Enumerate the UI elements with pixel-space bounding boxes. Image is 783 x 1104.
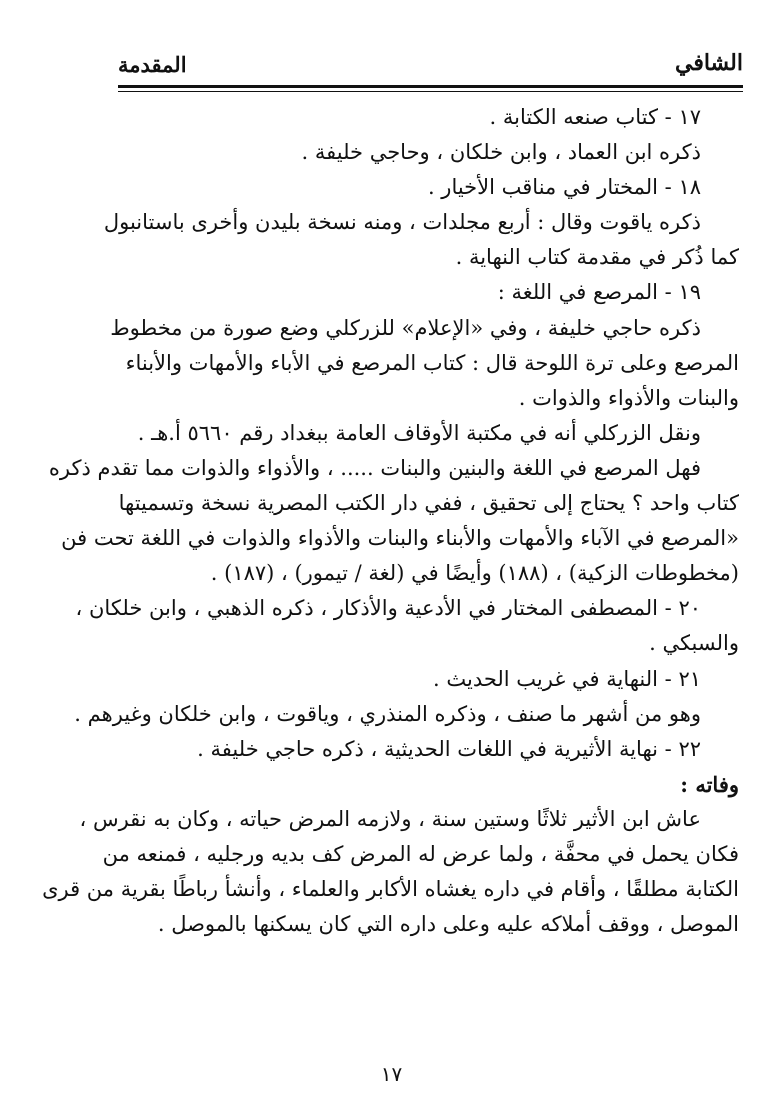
text-line: فكان يحمل في محفَّة ، ولما عرض له المرض كف بديه ورجليه ، فمنعه من [102, 841, 739, 866]
book-title: الشافي [675, 50, 743, 76]
page-number: ١٧ [380, 1062, 403, 1086]
text-line: فهل المرصع في اللغة والبنين والبنات ..... ، والأذواء والذوات مما تقدم ذكره [48, 455, 701, 480]
body-text [42, 100, 739, 1044]
text-line: ٢٠ - المصطفى المختار في الأدعية والأذكار ، ذكره الذهبي ، وابن خلكان ، [75, 596, 701, 621]
page-header [118, 44, 743, 88]
section-heading: وفاته : [680, 771, 739, 797]
text-line: (مخطوطات الزكية) ، (١٨٨) وأيضًا في (لغة / تيمور) ، (١٨٧) . [210, 561, 739, 586]
text-line: المرصع وعلى ترة اللوحة قال : كتاب المرصع في الأباء والأمهات والأبناء [125, 350, 739, 375]
text-line: والبنات والأذواء والذوات . [518, 385, 739, 410]
text-line: ١٩ - المرصع في اللغة : [497, 280, 701, 305]
text-line: ذكره ياقوت وقال : أربع مجلدات ، ومنه نسخة بليدن وأخرى باستانبول [103, 210, 701, 235]
text-line: عاش ابن الأثير ثلاثًا وستين سنة ، ولازمه المرض حياته ، وكان به نقرس ، [79, 806, 701, 831]
text-line: ٢١ - النهاية في غريب الحديث . [433, 666, 701, 691]
text-line: الموصل ، ووقف أملاكه عليه وعلى داره التي كان يسكنها بالموصل . [157, 912, 739, 937]
text-line: كما ذُكر في مقدمة كتاب النهاية . [455, 245, 739, 270]
text-line: ١٨ - المختار في مناقب الأخيار . [427, 175, 701, 200]
text-line: كتاب واحد ؟ يحتاج إلى تحقيق ، ففي دار الكتب المصرية نسخة وتسميتها [118, 491, 739, 516]
text-line: ١٧ - كتاب صنعه الكتابة . [489, 105, 701, 129]
text-line: ٢٢ - نهاية الأثيرية في اللغات الحديثية ، ذكره حاجي خليفة . [197, 736, 701, 761]
section-title: المقدمة [118, 52, 187, 77]
text-line: وهو من أشهر ما صنف ، وذكره المنذري ، وياقوت ، وابن خلكان وغيرهم . [74, 701, 701, 726]
text-line: والسبكي . [649, 631, 739, 656]
text-line: ذكره حاجي خليفة ، وفي «الإعلام» للزركلي وضع صورة من مخطوط [110, 315, 701, 340]
header-rule-thin [118, 91, 743, 92]
text-line: ذكره ابن العماد ، وابن خلكان ، وحاجي خليفة . [301, 140, 701, 165]
text-line: «المرصع في الآباء والأمهات والأبناء والبنات والأذواء والذوات في اللغة تحت فن [61, 526, 739, 551]
text-line: الكتابة مطلقًا ، وأقام في داره يغشاه الأكابر والعلماء ، وأنشأ رباطًا بقرية من قرى [42, 877, 739, 902]
header-rule-thick [118, 85, 743, 88]
text-line: ونقل الزركلي أنه في مكتبة الأوقاف العامة ببغداد رقم ٥٦٦٠ أ.هـ . [137, 420, 701, 445]
